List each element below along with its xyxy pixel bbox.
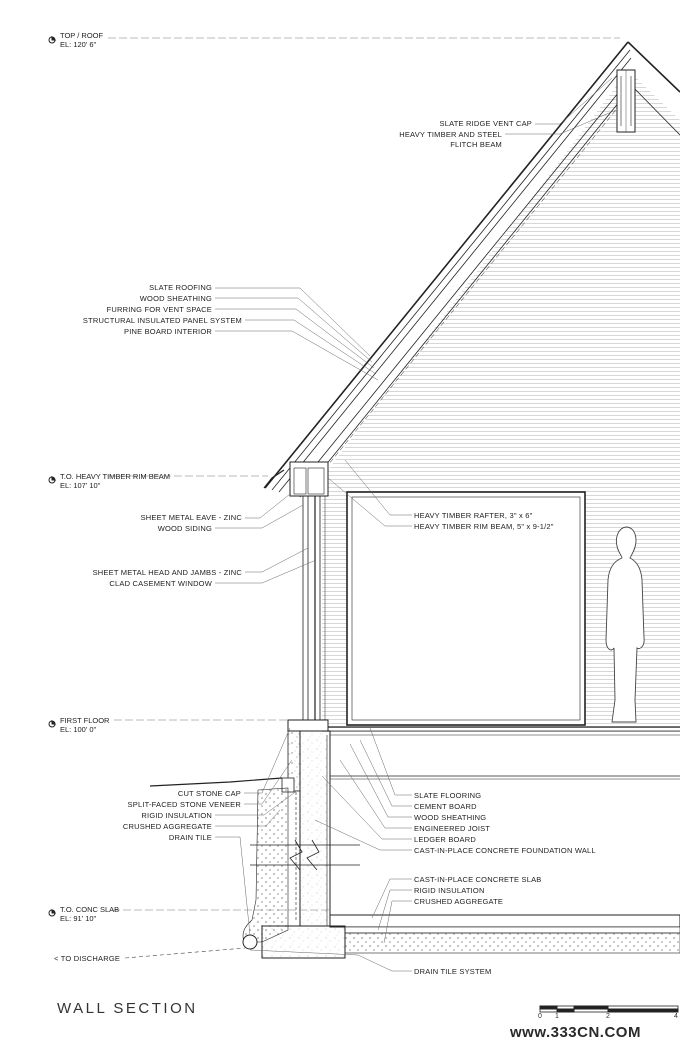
label-engineered-joist: ENGINEERED JOIST	[414, 824, 491, 833]
elevation-name: T.O. CONC SLAB	[60, 905, 120, 914]
scale-label-2: 2	[606, 1013, 610, 1020]
label-stone-veneer: SPLIT-FACED STONE VENEER	[127, 800, 241, 809]
label-sheet-metal-eave: SHEET METAL EAVE - ZINC	[140, 513, 242, 522]
label-slate-flooring: SLATE FLOORING	[414, 791, 482, 800]
scale-label-1: 1	[555, 1013, 559, 1020]
label-casement-window: CLAD CASEMENT WINDOW	[109, 579, 212, 588]
elevation-name: TOP / ROOF	[60, 31, 104, 40]
label-slate-roofing: SLATE ROOFING	[149, 283, 212, 292]
elevation-conc-slab	[60, 905, 119, 923]
discharge-line	[125, 948, 245, 958]
scale-label-4: 4	[674, 1013, 678, 1020]
elevation-name: T.O. HEAVY TIMBER RIM BEAM	[60, 472, 171, 481]
elevation-value: EL: 91' 10"	[60, 914, 97, 923]
label-sip: STRUCTURAL INSULATED PANEL SYSTEM	[82, 316, 242, 325]
foundation-wall	[282, 731, 330, 926]
drawing-title: WALL SECTION	[57, 1000, 198, 1017]
drain-tile	[243, 935, 257, 949]
label-slab-insulation: RIGID INSULATION	[414, 886, 485, 895]
label-floor-sheathing: WOOD SHEATHING	[414, 813, 487, 822]
elevation-markers	[49, 37, 55, 916]
label-drain-tile: DRAIN TILE	[168, 833, 212, 842]
elevation-value: EL: 100' 0"	[60, 725, 97, 734]
label-foundation-wall: CAST-IN-PLACE CONCRETE FOUNDATION WALL	[414, 846, 596, 855]
watermark-text: www.333CN.COM	[510, 1024, 641, 1041]
label-slab-aggregate: CRUSHED AGGREGATE	[414, 897, 504, 906]
elevation-name: FIRST FLOOR	[60, 716, 110, 725]
elevation-first-floor	[60, 716, 109, 734]
label-rigid-insulation: RIGID INSULATION	[141, 811, 212, 820]
label-concrete-slab: CAST-IN-PLACE CONCRETE SLAB	[414, 875, 542, 884]
elevation-value: EL: 120' 6"	[60, 40, 97, 49]
label-pine-board: PINE BOARD INTERIOR	[124, 327, 212, 336]
elevation-top-roof	[60, 31, 103, 49]
label-cement-board: CEMENT BOARD	[414, 802, 477, 811]
label-drain-tile-system: DRAIN TILE SYSTEM	[414, 967, 492, 976]
scale-label-0: 0	[538, 1013, 542, 1020]
label-cut-stone-cap: CUT STONE CAP	[177, 789, 241, 798]
rim-beam-eave	[264, 462, 328, 496]
label-wood-sheathing: WOOD SHEATHING	[139, 294, 212, 303]
label-ridge-vent: SLATE RIDGE VENT CAP	[439, 119, 532, 128]
ridge-flitch-beam	[617, 70, 635, 132]
label-rim-beam: HEAVY TIMBER RIM BEAM, 5" x 9-1/2"	[414, 522, 554, 531]
graphic-scale-bar	[540, 1006, 678, 1012]
label-head-jambs: SHEET METAL HEAD AND JAMBS - ZINC	[92, 568, 242, 577]
label-wood-siding: WOOD SIDING	[157, 524, 212, 533]
label-furring: FURRING FOR VENT SPACE	[106, 305, 212, 314]
label-ledger-board: LEDGER BOARD	[414, 835, 476, 844]
label-crushed-aggregate: CRUSHED AGGREGATE	[122, 822, 212, 831]
label-rafter: HEAVY TIMBER RAFTER, 3" x 6"	[414, 511, 533, 520]
label-flitch-beam-1: HEAVY TIMBER AND STEEL	[399, 130, 502, 139]
label-to-discharge: < TO DISCHARGE	[54, 954, 121, 963]
label-flitch-beam-2: FLITCH BEAM	[450, 140, 502, 149]
elevation-rim-beam	[60, 472, 170, 490]
exterior-wall	[303, 496, 325, 727]
elevation-value: EL: 107' 10"	[60, 481, 101, 490]
